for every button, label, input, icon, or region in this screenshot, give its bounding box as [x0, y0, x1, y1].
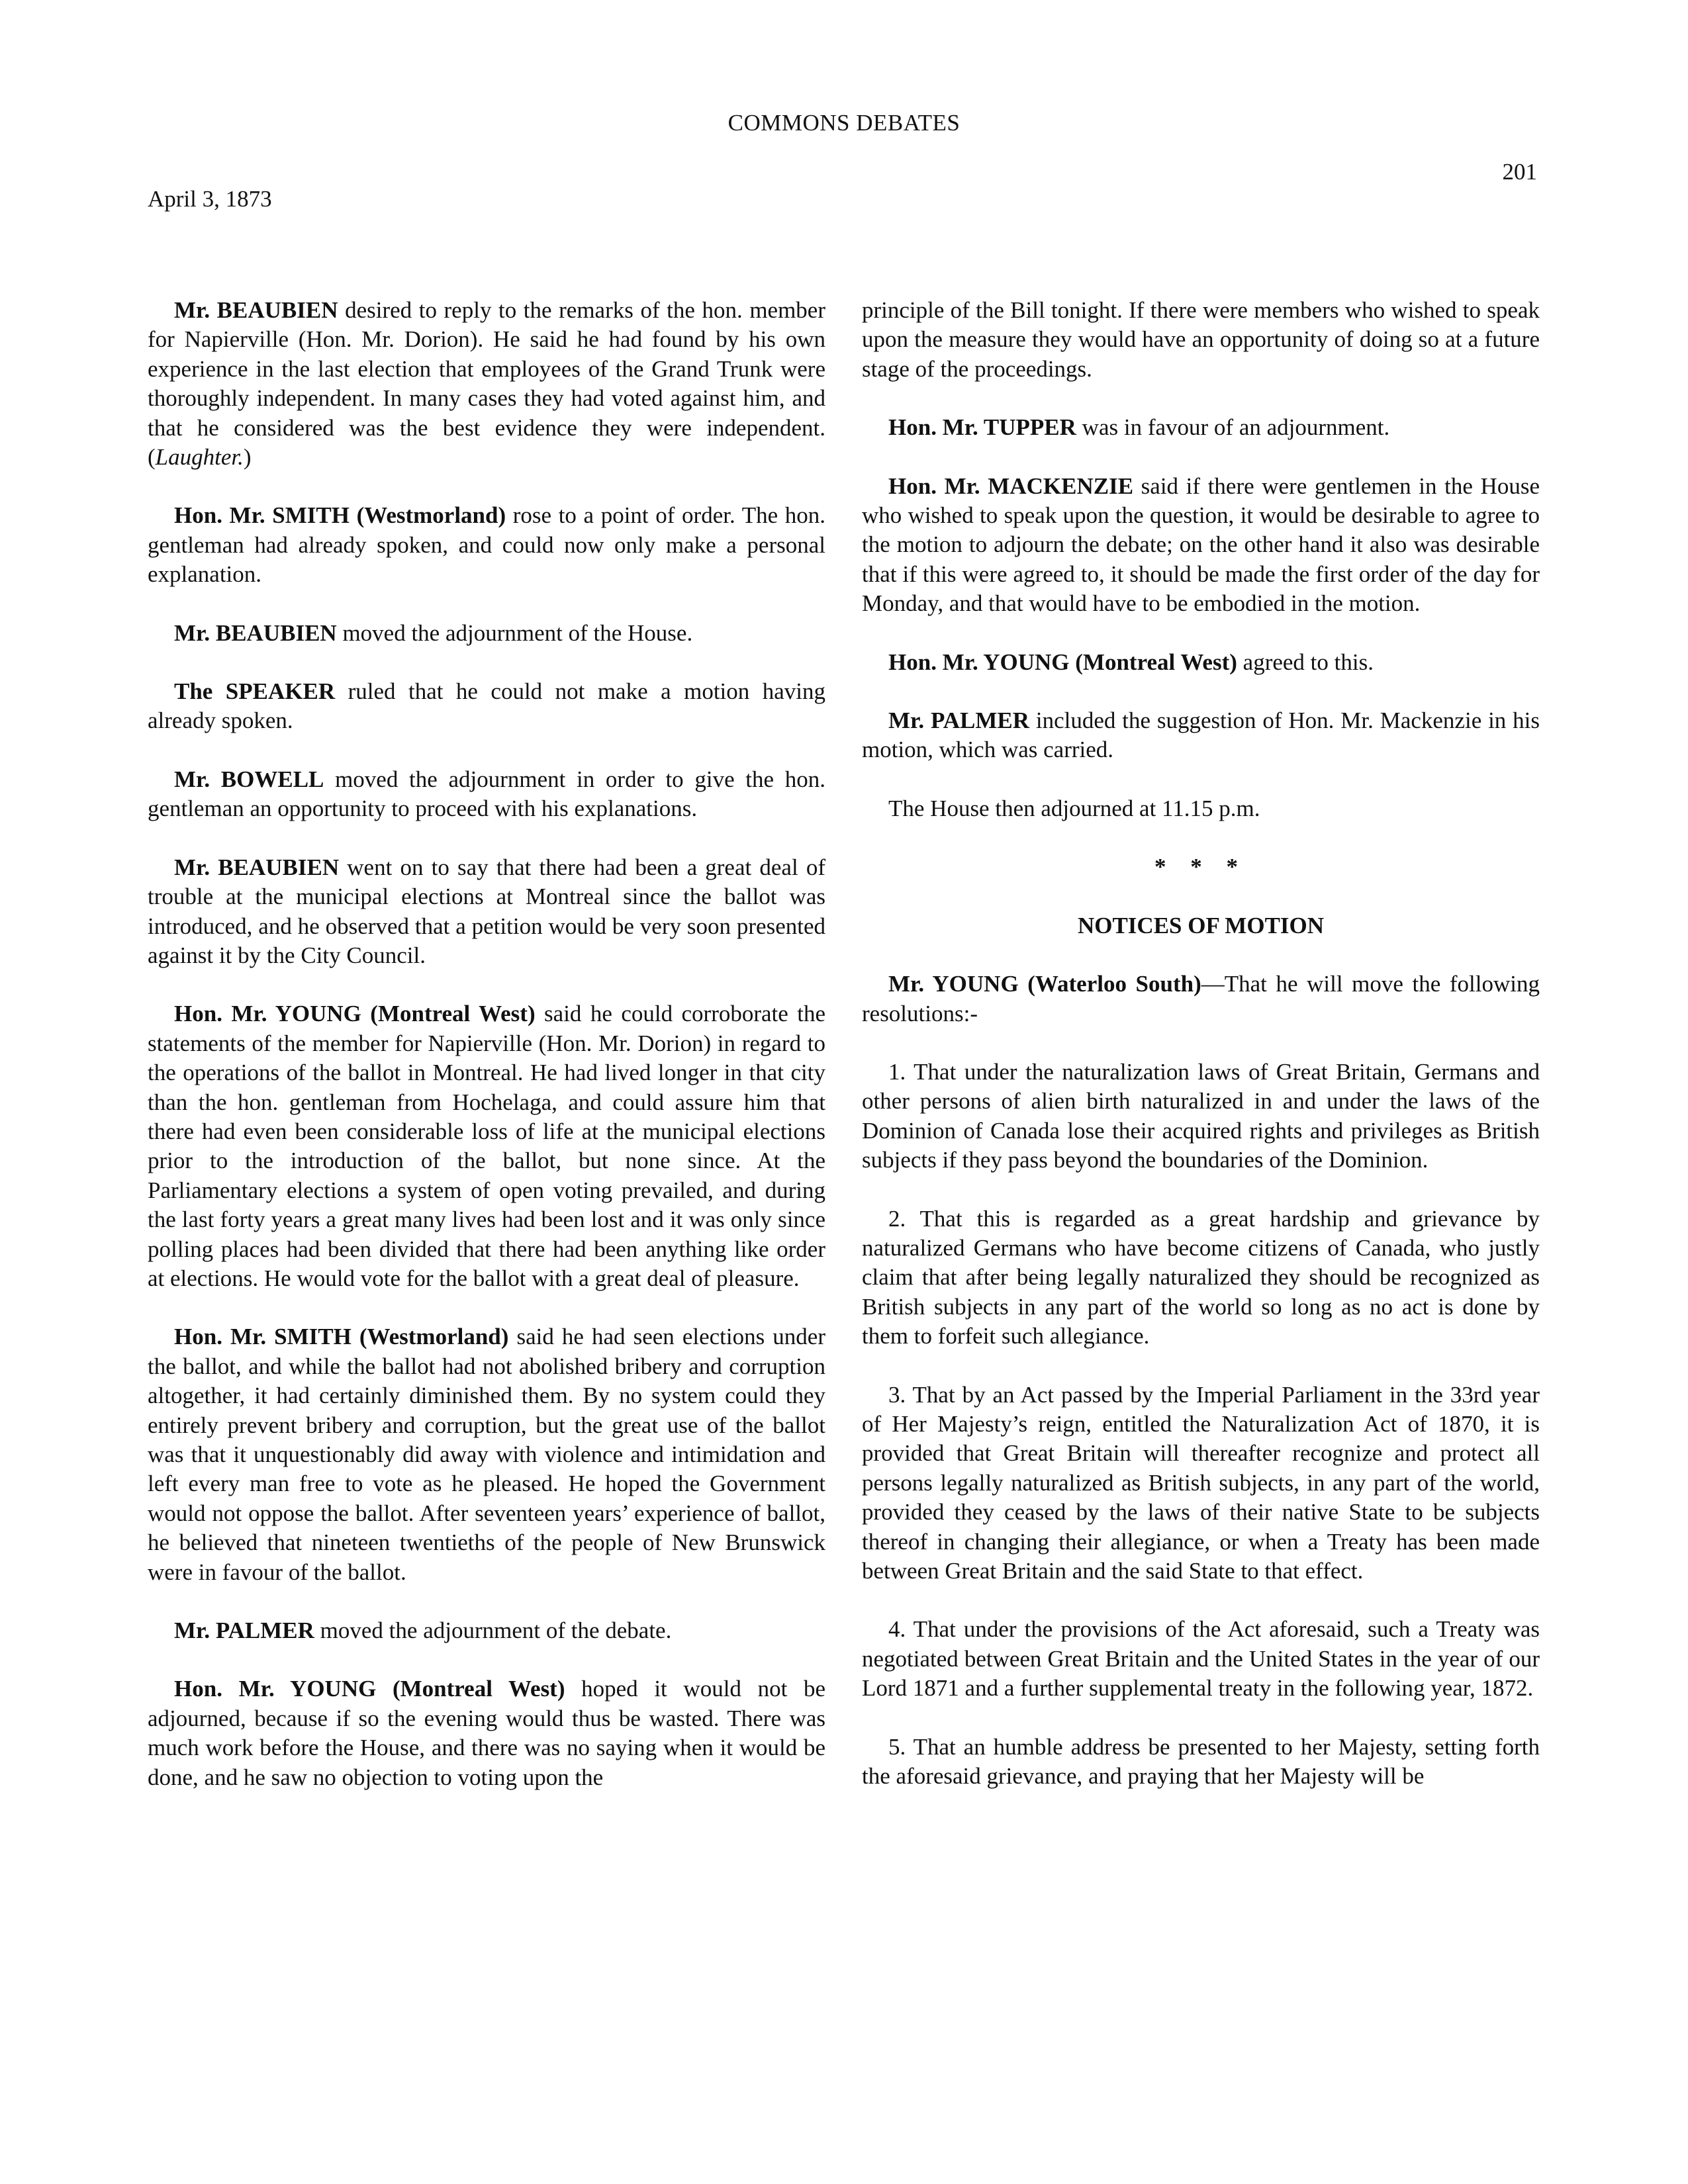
speech-text: moved the adjournment in order to give the hon. gentleman an opportunity to proceed with his explanations.	[148, 766, 825, 822]
speech-text: said he could corroborate the statements of the member for Napierville (Hon. Mr. Dorion) in regard to the operations of the ballot in Montreal. He had lived longer in that city than the hon. gentleman from Hochelaga, and could assure him that there had even been considerable loss of life at the municipal elections prior to the introduction of the ballot, but none since. At the Parliamentary elections a system of open voting prevailed, and during the last forty years a great many lives had been lost and it was only since polling places had been divided that there had been anything like order at elections. He would vote for the ballot with a great deal of pleasure.	[148, 1001, 825, 1291]
speech-paragraph	[862, 472, 1540, 619]
stage-direction: Laughter.	[155, 444, 244, 471]
speaker-name: Hon. Mr. TUPPER	[888, 414, 1076, 441]
speech-paragraph	[148, 619, 825, 648]
speech-paragraph	[148, 677, 825, 736]
speaker-name: Mr. BEAUBIEN	[174, 854, 340, 880]
speech-text: included the suggestion of Hon. Mr. Mackenzie in his motion, which was carried.	[862, 707, 1540, 763]
speech-paragraph	[148, 501, 825, 589]
left-column	[148, 296, 825, 1821]
speech-paragraph	[148, 853, 825, 971]
page-date: April 3, 1873	[148, 186, 272, 212]
speech-paragraph	[148, 1674, 825, 1792]
speech-text: desired to reply to the remarks of the hon. member for Napierville (Hon. Mr. Dorion). He said he had found by his own experience in the last election that employees of the Grand Trunk were thoroughly independent. In many cases they had voted against him, and that he considered was the best evidence they were independent. (	[148, 297, 825, 471]
right-column	[862, 296, 1540, 1820]
speaker-name: The SPEAKER	[174, 678, 336, 705]
speaker-name: Mr. BEAUBIEN	[174, 619, 337, 646]
speaker-name: Mr. YOUNG (Waterloo South)	[888, 971, 1201, 997]
speech-paragraph	[862, 648, 1540, 677]
speaker-name: Hon. Mr. YOUNG (Montreal West)	[174, 1001, 536, 1027]
speaker-name: Mr. BEAUBIEN	[174, 297, 338, 323]
speaker-name: Hon. Mr. YOUNG (Montreal West)	[174, 1676, 565, 1702]
speaker-name: Mr. PALMER	[888, 707, 1030, 734]
speech-paragraph	[148, 765, 825, 824]
speech-text: )	[243, 444, 252, 471]
motion-intro	[862, 970, 1540, 1028]
speech-paragraph	[148, 1616, 825, 1645]
speech-text: said he had seen elections under the ballot, and while the ballot had not abolished bribery and corruption altogether, it had certainly diminished them. By no system could they entirely prevent bribery and corruption, but the great use of the ballot was that it unquestionably did away with violence and intimidation and left every man free to vote as he pleased. He hoped the Government would not oppose the ballot. After seventeen years’ experience of ballot, he believed that nineteen twentieths of the people of New Brunswick were in favour of the ballot.	[148, 1324, 825, 1585]
resolution-item: 1. That under the naturalization laws of Great Britain, Germans and other persons of alien birth naturalized in and under the laws of the Dominion of Canada lose their acquired rights and privileges as British subjects if they pass beyond the boundaries of the Dominion.	[862, 1058, 1540, 1173]
adjournment-text: The House then adjourned at 11.15 p.m.	[888, 795, 1260, 821]
speech-text: rose to a point of order. The hon. gentleman had already spoken, and could now only make a personal explanation.	[148, 502, 825, 588]
speaker-name: Hon. Mr. YOUNG (Montreal West)	[888, 649, 1237, 675]
speech-text: agreed to this.	[1237, 649, 1374, 675]
section-separator: * * *	[1154, 854, 1247, 880]
adjournment-paragraph	[862, 794, 1540, 823]
resolution-item: 4. That under the provisions of the Act aforesaid, such a Treaty was negotiated between Great Britain and the United States in the year of our Lord 1871 and a further supplemental treaty in the following year, 1872.	[862, 1616, 1540, 1702]
resolution-item: 5. That an humble address be presented to her Majesty, setting forth the aforesaid grievance, and praying that her Majesty will be	[862, 1733, 1540, 1790]
resolution-item: 2. That this is regarded as a great hardship and grievance by naturalized Germans who have become citizens of Canada, who justly claim that after being legally naturalized they should be recognized as British subjects in any part of the world so long as no act is done by them to forfeit such allegiance.	[862, 1205, 1540, 1349]
speech-text: said if there were gentlemen in the House who wished to speak upon the question, it would be desirable to agree to the motion to adjourn the debate; on the other hand it also was desirable that if this were agreed to, it should be made the first order of the day for Monday, and that would have to be embodied in the motion.	[862, 473, 1540, 617]
speech-text: hoped it would not be adjourned, because if so the evening would thus be wasted. There was much work before the House, and there was no saying when it would be done, and he saw no objection to voting upon the	[148, 1676, 825, 1790]
page-number: 201	[1502, 159, 1537, 185]
speech-paragraph	[148, 1322, 825, 1587]
speech-text: moved the adjournment of the House.	[336, 619, 693, 646]
speech-paragraph	[148, 296, 825, 472]
speaker-name: Hon. Mr. SMITH (Westmorland)	[174, 1324, 509, 1350]
speaker-name: Mr. BOWELL	[174, 766, 324, 792]
speech-paragraph	[148, 999, 825, 1293]
speech-paragraph	[862, 413, 1540, 442]
speaker-name: Hon. Mr. MACKENZIE	[888, 473, 1134, 499]
speaker-name: Mr. PALMER	[174, 1617, 314, 1644]
speech-text: went on to say that there had been a great deal of trouble at the municipal elections at Montreal since the ballot was introduced, and he observed that a petition would be very soon presented against it by the City Council.	[148, 854, 825, 968]
resolution-item: 3. That by an Act passed by the Imperial Parliament in the 33rd year of Her Majesty’s reign, entitled the Naturalization Act of 1870, it is provided that Great Britain will thereafter recognize and protect all persons legally naturalized as British subjects, in any part of the world, provided they ceased by the laws of their native State to be subjects thereof in changing their allegiance, or when a Treaty has been made between Great Britain and the said State to that effect.	[862, 1381, 1540, 1584]
running-head: COMMONS DEBATES	[727, 110, 961, 136]
motion-intro-text: —That he will move the following resolutions:-	[862, 971, 1540, 1026]
section-heading: NOTICES OF MOTION	[1077, 912, 1325, 938]
speech-text: ruled that he could not make a motion having already spoken.	[148, 678, 825, 734]
speaker-name: Hon. Mr. SMITH (Westmorland)	[174, 502, 506, 529]
speech-paragraph	[862, 706, 1540, 765]
speech-text: moved the adjournment of the debate.	[314, 1617, 672, 1644]
speech-text: was in favour of an adjournment.	[1076, 414, 1390, 441]
continued-paragraph: principle of the Bill tonight. If there were members who wished to speak upon the measure they would have an opportunity of doing so at a future stage of the proceedings.	[862, 297, 1540, 382]
